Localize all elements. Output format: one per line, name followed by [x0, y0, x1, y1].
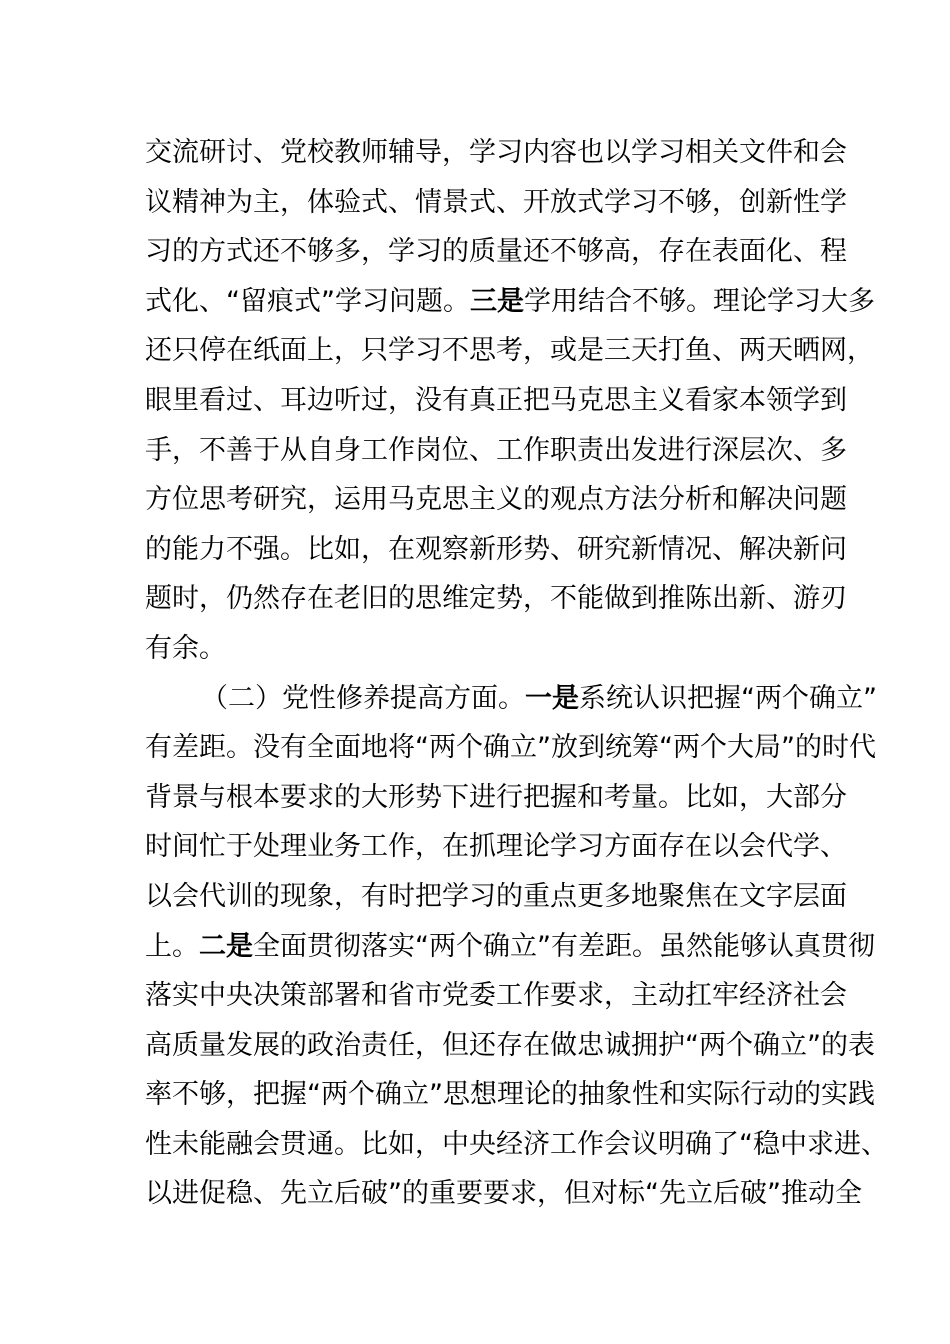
- text-line: [145, 227, 847, 277]
- text-segment: 有余。: [145, 632, 226, 664]
- text-line: [145, 376, 847, 426]
- text-segment: 高质量发展的政治责任，但还存在做忠诚拥护“两个确立”的表: [145, 1029, 875, 1061]
- text-line: [145, 426, 847, 476]
- text-line: [145, 1120, 888, 1170]
- text-segment: 题时，仍然存在老旧的思维定势，不能做到推陈出新、游刃: [145, 583, 847, 615]
- text-segment: 以会代训的现象，有时把学习的重点更多地聚焦在文字层面: [145, 880, 847, 912]
- text-segment: 还只停在纸面上，只学习不思考，或是三天打鱼、两天晒网，: [145, 335, 874, 367]
- text-line: [145, 872, 847, 922]
- text-line: [145, 624, 825, 674]
- text-segment: 落实中央决策部署和省市党委工作要求，主动扛牢经济社会: [145, 980, 847, 1012]
- text-segment: 上。: [145, 930, 199, 962]
- text-line: [145, 1021, 875, 1071]
- text-line: [145, 723, 876, 773]
- text-segment: 以进促稳、先立后破”的重要要求，但对标“先立后破”推动全: [145, 1178, 862, 1210]
- body-text: [145, 128, 888, 1219]
- text-line: [145, 128, 847, 178]
- text-line: [145, 1169, 862, 1219]
- text-line: [145, 971, 847, 1021]
- text-segment: 背景与根本要求的大形势下进行把握和考量。比如，大部分: [145, 781, 847, 813]
- text-segment: 方位思考研究，运用马克思主义的观点方法分析和解决问题: [145, 484, 847, 516]
- text-line: [145, 277, 875, 327]
- text-line: [145, 475, 847, 525]
- text-segment: 性未能融会贯通。比如，中央经济工作会议明确了“稳中求进、: [145, 1128, 888, 1160]
- emphasis-text: 三是: [469, 285, 524, 317]
- text-segment: 时间忙于处理业务工作，在抓理论学习方面存在以会代学、: [145, 831, 847, 863]
- text-segment: 系统认识把握“两个确立”: [579, 682, 877, 714]
- emphasis-text: 一是: [525, 682, 579, 714]
- emphasis-text: 二是: [199, 930, 253, 962]
- text-segment: 议精神为主，体验式、情景式、开放式学习不够，创新性学: [145, 186, 847, 218]
- text-segment: 交流研讨、党校教师辅导，学习内容也以学习相关文件和会: [145, 137, 847, 168]
- text-segment: 习的方式还不够多，学习的质量还不够高，存在表面化、程: [145, 236, 847, 268]
- text-line: [145, 574, 847, 624]
- text-segment: 率不够，把握“两个确立”思想理论的抽象性和实际行动的实践: [145, 1079, 875, 1111]
- text-line: [145, 326, 874, 376]
- text-line: [145, 773, 847, 823]
- text-line: [145, 822, 847, 872]
- text-line: [145, 674, 877, 724]
- text-line: [145, 178, 847, 228]
- text-segment: 式化、“留痕式”学习问题。: [145, 285, 470, 317]
- text-segment: 眼里看过、耳边听过，没有真正把马克思主义看家本领学到: [145, 384, 847, 416]
- text-segment: 学用结合不够。理论学习大多: [523, 285, 875, 317]
- text-line: [145, 1070, 875, 1120]
- text-segment: 全面贯彻落实“两个确立”有差距。虽然能够认真贯彻: [253, 930, 875, 962]
- text-segment: 的能力不强。比如，在观察新形势、研究新情况、解决新问: [145, 533, 847, 565]
- text-segment: 有差距。没有全面地将“两个确立”放到统筹“两个大局”的时代: [145, 732, 876, 764]
- text-line: [145, 525, 847, 575]
- text-segment: （二）党性修养提高方面。: [201, 682, 525, 714]
- text-segment: 手，不善于从自身工作岗位、工作职责出发进行深层次、多: [145, 434, 847, 466]
- text-line: [145, 922, 875, 972]
